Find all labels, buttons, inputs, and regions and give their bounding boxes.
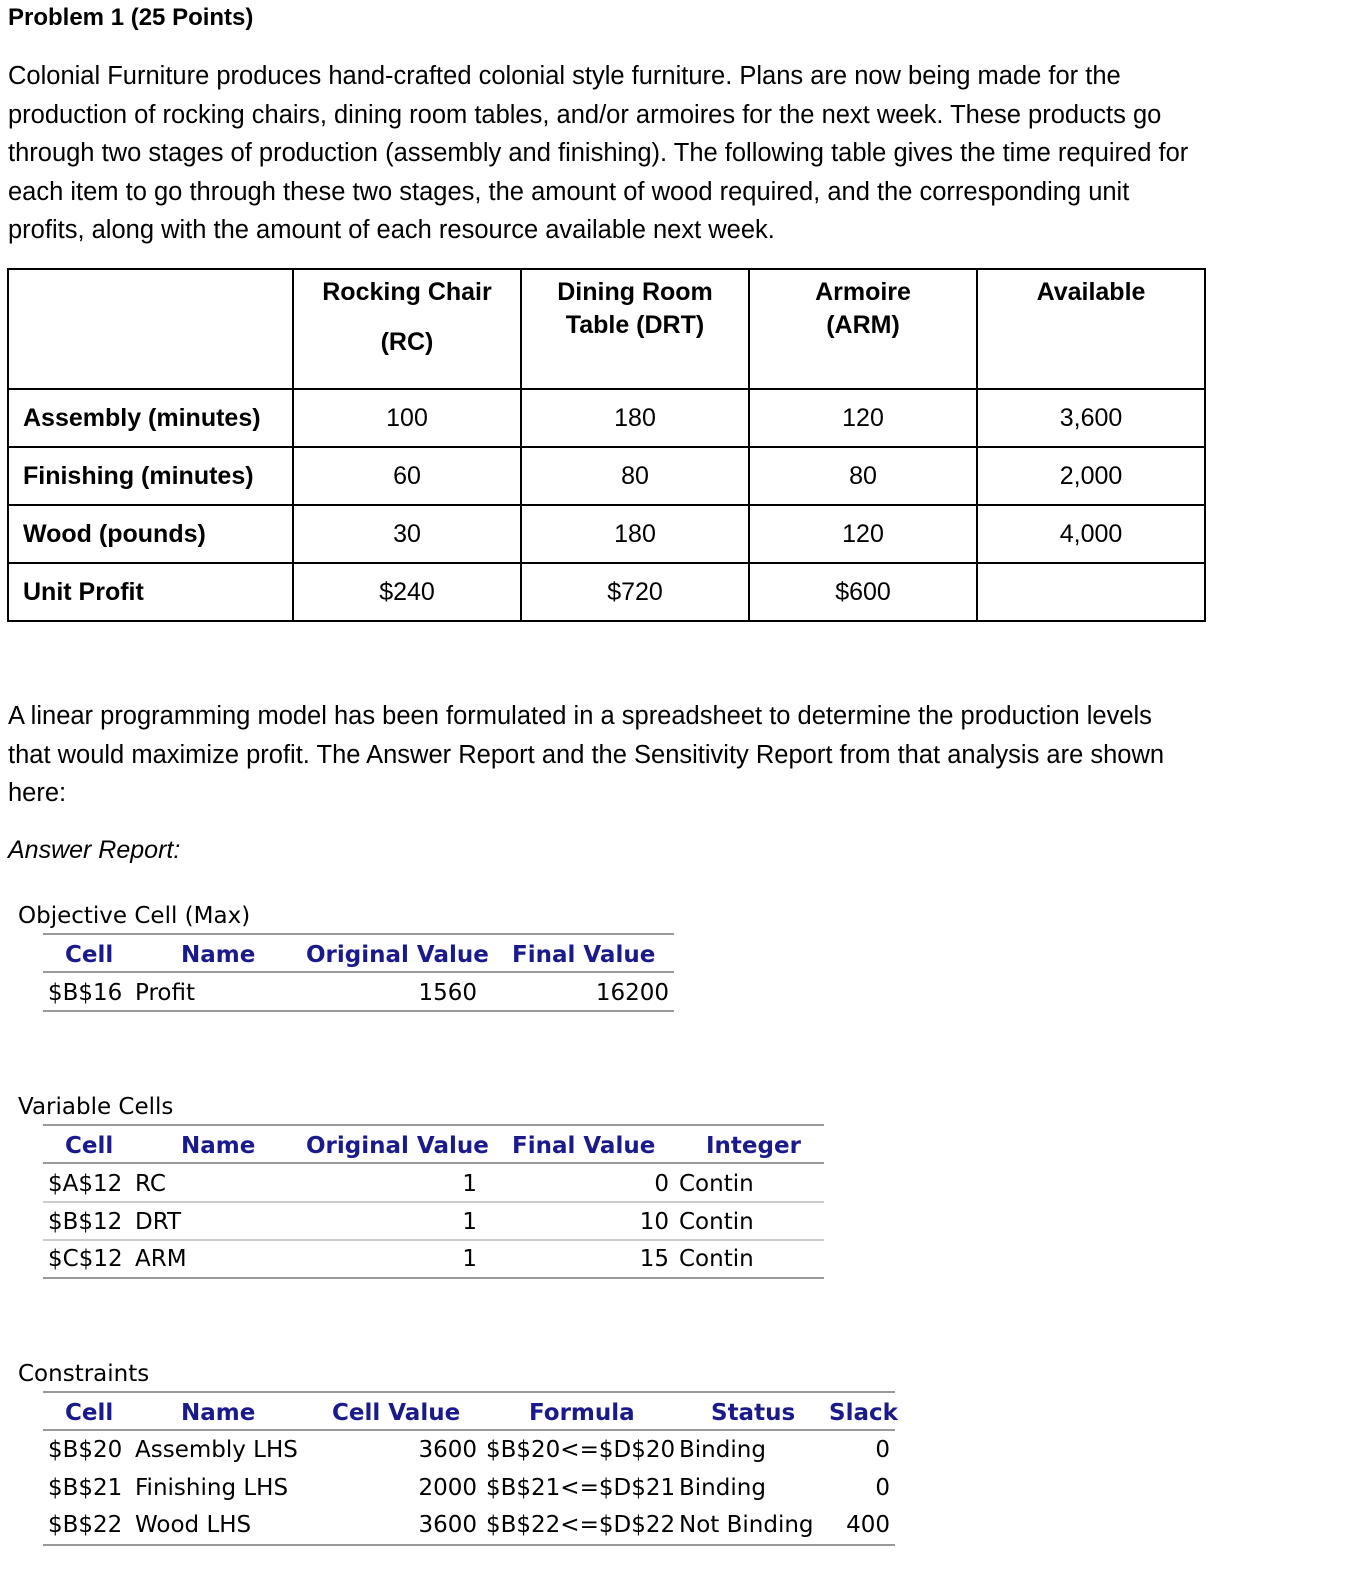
- formula: $B$20<=$D$20: [486, 1437, 676, 1463]
- row-label: Unit Profit: [8, 563, 293, 621]
- table-cell: $720: [521, 563, 749, 621]
- cell-value: 3600: [418, 1437, 477, 1463]
- integer-type: Contin: [679, 1209, 754, 1235]
- divider: [43, 971, 674, 973]
- section-title: Objective Cell (Max): [18, 903, 251, 929]
- final-value: 16200: [595, 980, 669, 1006]
- divider: [43, 1239, 824, 1241]
- cell-ref: $B$22: [48, 1512, 123, 1538]
- divider: [43, 1277, 824, 1279]
- answer-report-label: Answer Report:: [8, 836, 181, 864]
- section-title: Constraints: [18, 1361, 150, 1387]
- cell-name: DRT: [135, 1209, 182, 1235]
- paragraph-line: A linear programming model has been formulated in a spreadsheet to determine the production levels: [8, 702, 1152, 730]
- cell-ref: $B$16: [48, 980, 123, 1006]
- table-row: [8, 563, 1205, 621]
- table-header-row: [8, 269, 1205, 389]
- model-paragraph: [8, 697, 1328, 813]
- col-header: Formula: [529, 1400, 635, 1426]
- header-armoire: Armoire (ARM): [749, 269, 977, 389]
- col-header: Original Value: [306, 1133, 489, 1159]
- table-cell: 60: [293, 447, 521, 505]
- table-cell: 80: [521, 447, 749, 505]
- row-label: Finishing (minutes): [8, 447, 293, 505]
- col-header: Original Value: [306, 942, 489, 968]
- col-header: Final Value: [512, 942, 656, 968]
- empty-header-cell: [8, 269, 293, 389]
- col-header: Slack: [829, 1400, 898, 1426]
- divider: [43, 1010, 674, 1012]
- formula: $B$22<=$D$22: [486, 1512, 676, 1538]
- table-cell: $600: [749, 563, 977, 621]
- col-header: Name: [181, 1133, 256, 1159]
- divider: [43, 1391, 895, 1393]
- header-available: Available: [977, 269, 1205, 389]
- header-dining-room-table: Dining Room Table (DRT): [521, 269, 749, 389]
- original-value: 1560: [418, 980, 477, 1006]
- row-label: Assembly (minutes): [8, 389, 293, 447]
- header-rocking-chair: Rocking Chair (RC): [293, 269, 521, 389]
- slack: 0: [875, 1475, 890, 1501]
- intro-line: profits, along with the amount of each resource available next week.: [8, 216, 775, 244]
- table-cell: 30: [293, 505, 521, 563]
- cell-ref: $B$21: [48, 1475, 123, 1501]
- col-header: Integer: [706, 1133, 801, 1159]
- col-header: Name: [181, 1400, 256, 1426]
- formula: $B$21<=$D$21: [486, 1475, 676, 1501]
- cell-name: Finishing LHS: [135, 1475, 289, 1501]
- problem-title: Problem 1 (25 Points): [8, 4, 254, 31]
- table-cell: 80: [749, 447, 977, 505]
- status: Binding: [679, 1475, 766, 1501]
- table-cell: 120: [749, 505, 977, 563]
- cell-ref: $B$12: [48, 1209, 123, 1235]
- resource-table: [7, 268, 1206, 622]
- cell-value: 2000: [418, 1475, 477, 1501]
- final-value: 0: [654, 1171, 669, 1197]
- col-header: Cell: [65, 1400, 114, 1426]
- table-cell: 100: [293, 389, 521, 447]
- table-cell: [977, 563, 1205, 621]
- cell-name: RC: [135, 1171, 166, 1197]
- integer-type: Contin: [679, 1246, 754, 1272]
- status: Not Binding: [679, 1512, 814, 1538]
- cell-name: Assembly LHS: [135, 1437, 298, 1463]
- col-header: Cell Value: [332, 1400, 461, 1426]
- cell-name: ARM: [135, 1246, 187, 1272]
- cell-name: Wood LHS: [135, 1512, 252, 1538]
- col-header: Cell: [65, 1133, 114, 1159]
- intro-paragraph: [8, 57, 1328, 250]
- divider: [43, 1201, 824, 1203]
- divider: [43, 1124, 824, 1126]
- final-value: 10: [639, 1209, 669, 1235]
- row-label: Wood (pounds): [8, 505, 293, 563]
- slack: 0: [875, 1437, 890, 1463]
- divider: [43, 1544, 895, 1546]
- col-header: Final Value: [512, 1133, 656, 1159]
- cell-ref: $B$20: [48, 1437, 123, 1463]
- table-cell: 2,000: [977, 447, 1205, 505]
- divider: [43, 1429, 895, 1431]
- col-header: Status: [711, 1400, 796, 1426]
- table-cell: 120: [749, 389, 977, 447]
- paragraph-line: that would maximize profit. The Answer Report and the Sensitivity Report from that analysis are shown: [8, 740, 1165, 769]
- table-cell: 180: [521, 389, 749, 447]
- cell-name: Profit: [135, 980, 195, 1006]
- divider: [43, 933, 674, 935]
- col-header: Name: [181, 942, 256, 968]
- section-title: Variable Cells: [18, 1094, 174, 1120]
- intro-line: through two stages of production (assembly and finishing). The following table gives the time required for: [8, 139, 1189, 167]
- status: Binding: [679, 1437, 766, 1463]
- original-value: 1: [462, 1246, 477, 1272]
- original-value: 1: [462, 1209, 477, 1235]
- cell-ref: $A$12: [48, 1171, 123, 1197]
- intro-line: production of rocking chairs, dining room tables, and/or armoires for the next week. These products go: [8, 100, 1162, 129]
- cell-ref: $C$12: [48, 1246, 123, 1272]
- table-row: [8, 447, 1205, 505]
- final-value: 15: [639, 1246, 669, 1272]
- paragraph-line: here:: [8, 779, 67, 807]
- intro-line: each item to go through these two stages, the amount of wood required, and the corresponding unit: [8, 177, 1130, 206]
- table-cell: $240: [293, 563, 521, 621]
- table-cell: 180: [521, 505, 749, 563]
- intro-line: Colonial Furniture produces hand-crafted colonial style furniture. Plans are now being made for the: [8, 62, 1121, 90]
- table-row: [8, 505, 1205, 563]
- table-cell: 4,000: [977, 505, 1205, 563]
- integer-type: Contin: [679, 1171, 754, 1197]
- divider: [43, 1162, 824, 1164]
- table-cell: 3,600: [977, 389, 1205, 447]
- cell-value: 3600: [418, 1512, 477, 1538]
- col-header: Cell: [65, 942, 114, 968]
- table-row: [8, 389, 1205, 447]
- original-value: 1: [462, 1171, 477, 1197]
- slack: 400: [846, 1512, 890, 1538]
